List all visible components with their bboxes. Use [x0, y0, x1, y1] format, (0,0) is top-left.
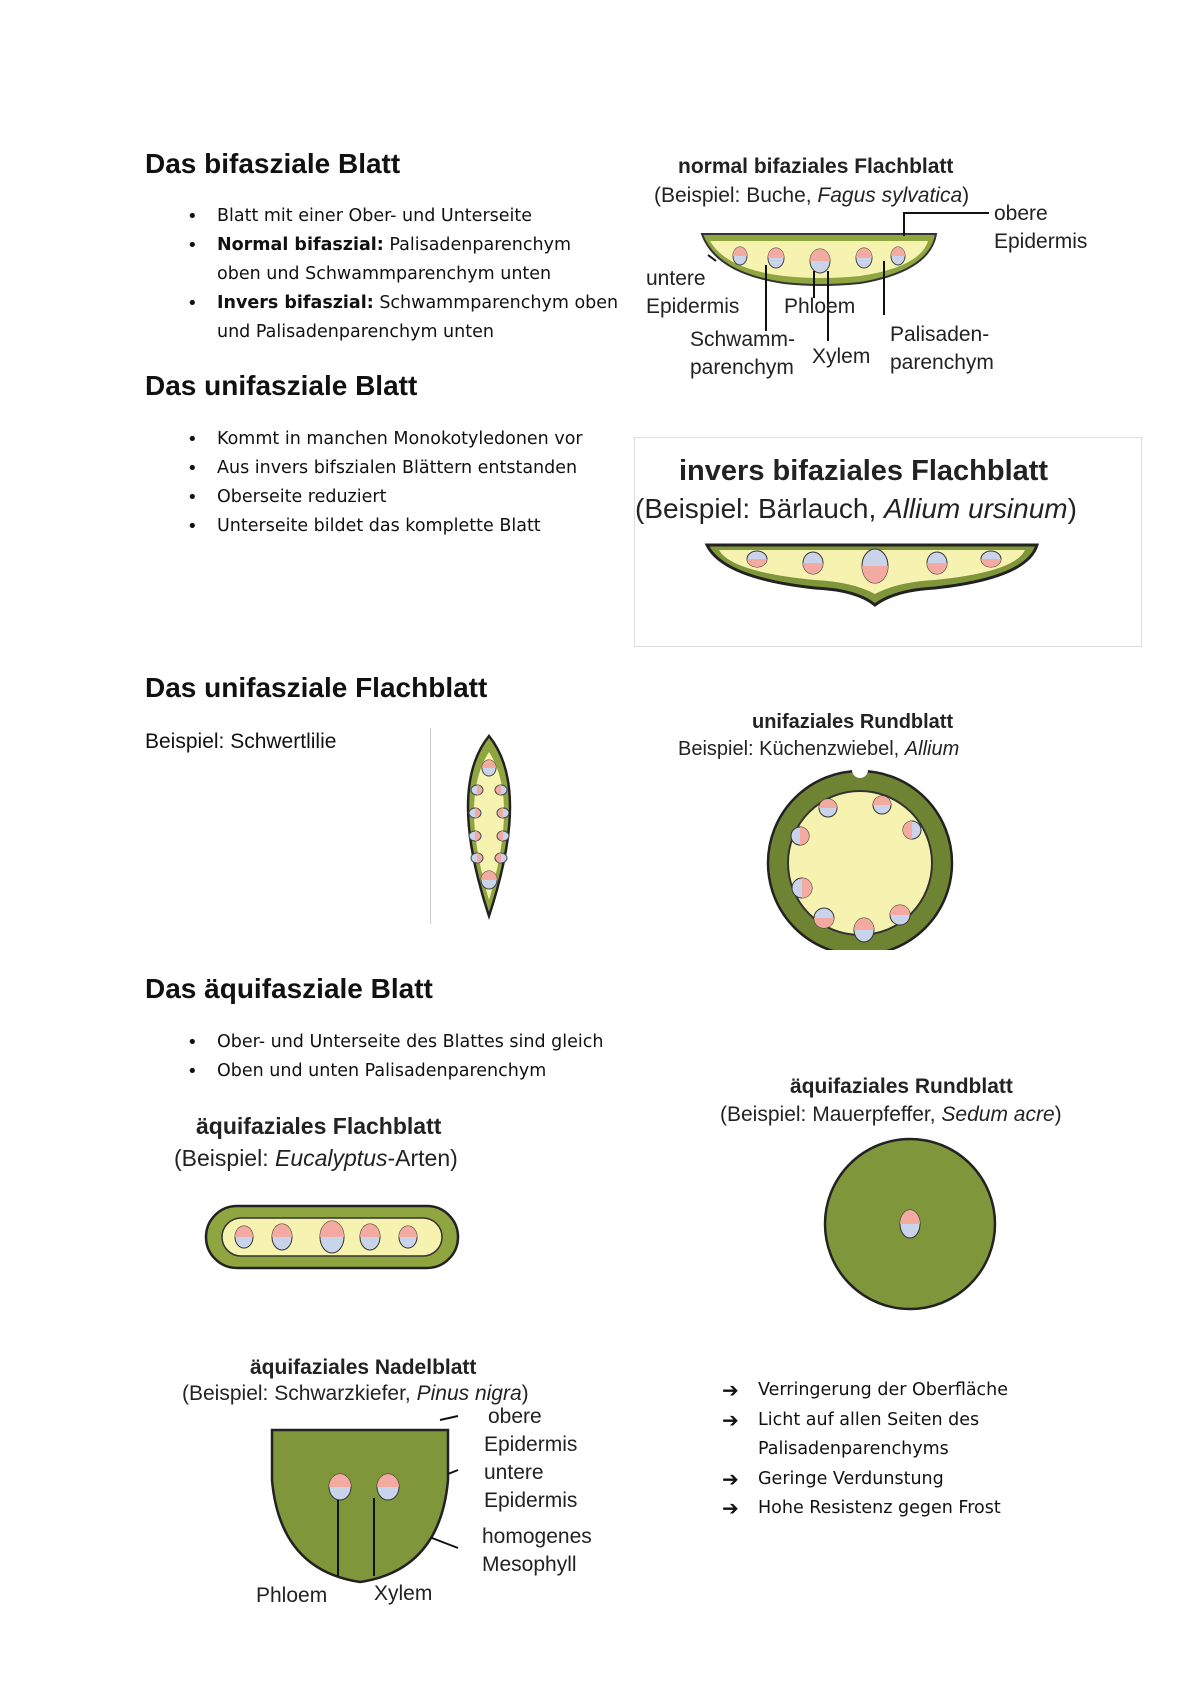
figure-title: unifaziales Rundblatt: [752, 711, 954, 733]
figure-subtitle: (Beispiel: Mauerpfeffer, Sedum acre): [720, 1103, 1062, 1126]
list-item: ➔ Verringerung der Oberfläche: [718, 1376, 1138, 1406]
arrow-icon: ➔: [722, 1407, 739, 1432]
list-item: • Oberseite reduziert: [145, 483, 645, 512]
figure-title: normal bifaziales Flachblatt: [678, 155, 954, 178]
figure-title: äquifaziales Flachblatt: [196, 1113, 442, 1139]
equifacial-round-diagram: [712, 1070, 1126, 1316]
label-obere: obere: [488, 1405, 542, 1428]
figure-title: äquifaziales Nadelblatt: [250, 1356, 477, 1379]
leaf-section-shape: [272, 1430, 448, 1582]
invers-bifacial-diagram: [635, 438, 1141, 646]
list-item: • Kommt in manchen Monokotyledonen vor: [145, 425, 645, 454]
label-epidermis-upper: Epidermis: [994, 230, 1088, 253]
label-parenchym-2: parenchym: [890, 351, 994, 374]
label-epidermis-lower: Epidermis: [484, 1489, 578, 1512]
heading-bifacial: Das bifasziale Blatt: [145, 148, 401, 179]
normal-bifacial-diagram: [634, 143, 1118, 385]
label-schwamm: Schwamm-: [690, 328, 796, 351]
label-phloem: Phloem: [256, 1584, 328, 1607]
heading-unifacial-flat: Das unifasziale Flachblatt: [145, 672, 488, 703]
label-untere: untere: [646, 267, 706, 290]
figure-unifacial-flat: [430, 728, 552, 924]
arrow-icon: ➔: [722, 1466, 739, 1491]
figure-title: äquifaziales Rundblatt: [790, 1075, 1013, 1098]
label-xylem: Xylem: [374, 1582, 433, 1605]
figure-equifacial-flat: [170, 1104, 506, 1286]
example-text: Beispiel: Schwertlilie: [145, 730, 337, 753]
heading-unifacial: Das unifasziale Blatt: [145, 370, 418, 401]
figure-invers-bifacial: [634, 437, 1142, 647]
label-epidermis-upper: Epidermis: [484, 1433, 578, 1456]
list-item: • Blatt mit einer Ober- und Unterseite: [145, 202, 625, 231]
unifacial-flat-diagram: [431, 728, 551, 924]
label-parenchym: parenchym: [690, 356, 794, 379]
list-item: • Unterseite bildet das komplette Blatt: [145, 512, 645, 541]
label-xylem: Xylem: [812, 345, 871, 368]
mesophyll-area: [788, 791, 932, 935]
vascular-bundles: [900, 1210, 920, 1238]
equifacial-bullet-list: [145, 1028, 665, 1086]
list-item: • Normal bifaszial: Palisadenparenchym oben und Schwammparenchym unten: [145, 231, 625, 289]
label-epidermis-lower: Epidermis: [646, 295, 740, 318]
figure-subtitle: (Beispiel: Bärlauch, Allium ursinum): [635, 493, 1077, 524]
figure-equifacial-round: [712, 1070, 1126, 1316]
list-item: • Ober- und Unterseite des Blattes sind gleich: [145, 1028, 665, 1057]
bifacial-bullet-list: [145, 202, 625, 347]
consequences-list: [718, 1376, 1138, 1524]
figure-subtitle: Beispiel: Küchenzwiebel, Allium: [678, 738, 960, 760]
list-item: • Aus invers bifszialen Blättern entstanden: [145, 454, 645, 483]
figure-unifacial-round: [674, 700, 1004, 950]
figure-title: invers bifaziales Flachblatt: [679, 455, 1049, 487]
label-mesophyll: Mesophyll: [482, 1553, 577, 1576]
figure-subtitle: (Beispiel: Buche, Fagus sylvatica): [654, 184, 970, 207]
label-phloem: Phloem: [784, 295, 856, 318]
label-palisaden: Palisaden-: [890, 323, 990, 346]
list-item: ➔ Hohe Resistenz gegen Frost: [718, 1494, 1138, 1524]
list-item: ➔ Geringe Verdunstung: [718, 1465, 1138, 1495]
list-item: • Oben und unten Palisadenparenchym: [145, 1057, 665, 1086]
figure-equifacial-needle: [178, 1350, 616, 1618]
unifacial-round-diagram: [674, 700, 1004, 950]
list-item: ➔ Licht auf allen Seiten des Palisadenparenchyms: [722, 1407, 980, 1459]
equifacial-needle-diagram: [178, 1350, 616, 1618]
unifacial-bullet-list: [145, 425, 645, 541]
figure-subtitle: (Beispiel: Schwarzkiefer, Pinus nigra): [182, 1382, 529, 1405]
equifacial-flat-diagram: [170, 1104, 506, 1286]
heading-equifacial: Das äquifasziale Blatt: [145, 973, 433, 1004]
figure-subtitle: (Beispiel: Eucalyptus-Arten): [174, 1145, 458, 1171]
figure-normal-bifacial: [634, 143, 1118, 385]
notch: [852, 762, 868, 778]
list-item: • Invers bifaszial: Schwammparenchym oben und Palisadenparenchym unten: [145, 289, 625, 347]
arrow-icon: ➔: [722, 1378, 739, 1402]
label-homogenes: homogenes: [482, 1525, 592, 1548]
label-obere: obere: [994, 202, 1048, 225]
arrow-icon: ➔: [722, 1496, 739, 1520]
label-untere: untere: [484, 1461, 544, 1484]
